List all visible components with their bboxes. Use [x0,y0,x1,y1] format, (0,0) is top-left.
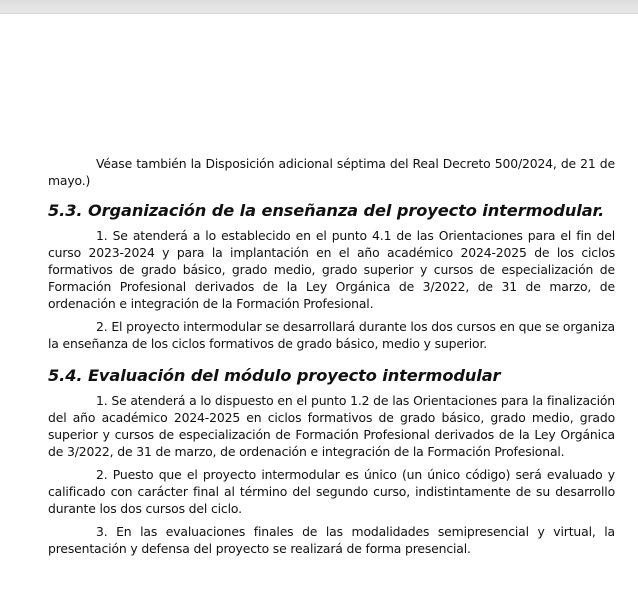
section-5-4 [48,366,615,557]
section-heading: 5.3. Organización de la enseñanza del proyecto intermodular. [48,201,605,220]
viewer-top-bar [0,0,638,14]
paragraph: 1. Se atenderá a lo establecido en el punto 4.1 de las Orientaciones para el fin del curso 2023-2024 y para la implantación en el año académico 2024-2025 de los ciclos formativos de grado básico, grado medio, grado superior y cursos de especialización de Formación Profesional derivados de la Ley Orgánica de 3/2022, de 31 de marzo, de ordenación e integración de la Formación Profesional. [48,228,615,311]
section-heading: 5.4. Evaluación del módulo proyecto intermodular [48,366,501,385]
paragraph: 2. Puesto que el proyecto intermodular es único (un único código) será evaluado y calificado con carácter final al término del segundo curso, indistintamente de su desarrollo durante los dos cursos del ciclo. [48,467,615,516]
intro-note: Véase también la Disposición adicional séptima del Real Decreto 500/2024, de 21 de mayo.) [48,156,615,188]
document-page [48,155,615,563]
paragraph: 3. En las evaluaciones finales de las modalidades semipresencial y virtual, la presentación y defensa del proyecto se realizará de forma presencial. [48,524,615,556]
paragraph: 2. El proyecto intermodular se desarrollará durante los dos cursos en que se organiza la enseñanza de los ciclos formativos de grado básico, medio y superior. [48,319,615,351]
section-5-3 [48,201,615,352]
paragraph: 1. Se atenderá a lo dispuesto en el punto 1.2 de las Orientaciones para la finalización del año académico 2024-2025 en ciclos formativos de grado básico, grado medio, grado superior y cursos de especialización de Formación Profesional derivados de la Ley Orgánica de 3/2022, de 31 de marzo, de ordenación e integración de la Formación Profesional. [48,393,615,459]
